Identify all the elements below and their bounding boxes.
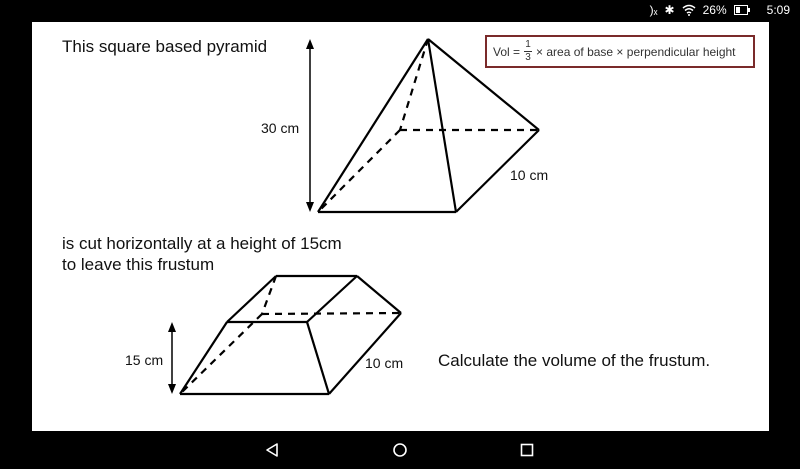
clock: 5:09 xyxy=(766,3,790,17)
cut-text-line1: is cut horizontally at a height of 15cm xyxy=(62,234,342,253)
fraction-denominator: 3 xyxy=(525,52,531,63)
one-third-fraction xyxy=(524,40,532,63)
recents-icon xyxy=(519,442,535,458)
home-button[interactable] xyxy=(387,437,413,463)
navigation-bar xyxy=(0,431,800,469)
formula-suffix: × area of base × perpendicular height xyxy=(536,44,736,59)
wifi-icon xyxy=(682,4,696,16)
battery-percent: 26% xyxy=(702,3,727,17)
frustum-base-label: 10 cm xyxy=(365,355,404,371)
recents-button[interactable] xyxy=(514,437,540,463)
volume-formula-box xyxy=(485,35,755,68)
pyramid-base-label: 10 cm xyxy=(510,167,549,183)
status-icons xyxy=(650,3,790,17)
frustum-height-arrow xyxy=(168,322,176,394)
bluetooth-icon: ✱ xyxy=(664,3,675,17)
pyramid-height-label: 30 cm xyxy=(261,120,300,136)
no-sim-icon: )ₓ xyxy=(649,3,658,17)
formula-prefix: Vol = xyxy=(493,44,521,59)
status-bar xyxy=(0,0,800,22)
home-icon xyxy=(392,442,408,458)
back-icon xyxy=(264,442,280,458)
pyramid-height-arrow xyxy=(306,39,314,212)
back-button[interactable] xyxy=(259,437,285,463)
cut-text-line2: to leave this frustum xyxy=(62,255,215,274)
intro-text: This square based pyramid xyxy=(62,37,268,56)
fraction-numerator: 1 xyxy=(525,39,531,50)
main-content xyxy=(32,22,769,431)
battery-icon xyxy=(734,5,750,15)
frustum-figure xyxy=(180,276,404,394)
question-text: Calculate the volume of the frustum. xyxy=(438,351,711,370)
frustum-height-label: 15 cm xyxy=(125,352,164,368)
